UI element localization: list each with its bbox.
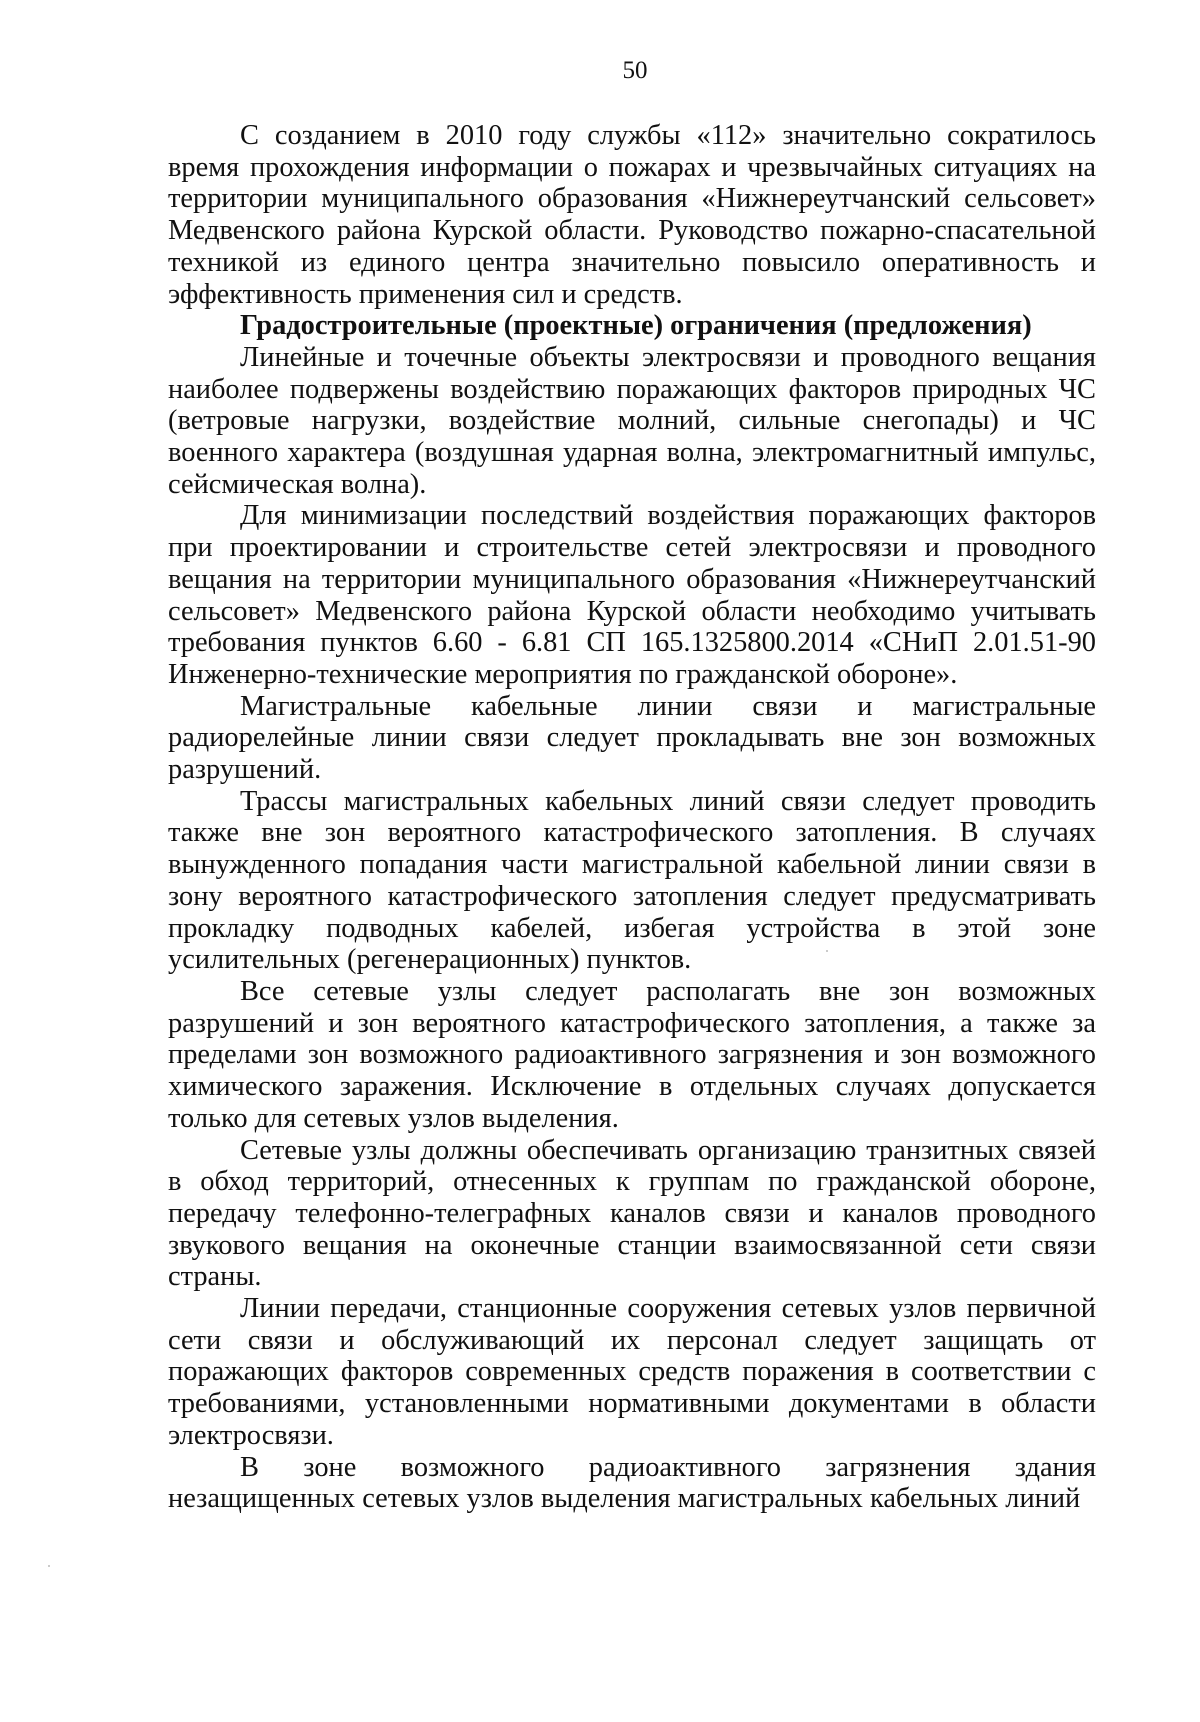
- page-number: 50: [622, 57, 648, 84]
- paragraph-service-112: С созданием в 2010 году службы «112» значительно сократилось время прохождения информации о пожарах и чрезвычайных ситуациях на территории муниципального образования «Нижнереутчанский сельсовет» Медвенского района Курской области. Руководство пожарно-спасательной техникой из единого центра значительно повысило оперативность и эффективность применения сил и средств.: [168, 120, 1096, 310]
- paragraph-linear-objects: Линейные и точечные объекты электросвязи и проводного вещания наиболее подвержены воздействию поражающих факторов природных ЧС (ветровые нагрузки, воздействие молний, сильные снегопады) и ЧС военного характера (воздушная ударная волна, электромагнитный импульс, сейсмическая волна).: [168, 341, 1096, 500]
- paragraph-transmission-lines: Линии передачи, станционные сооружения сетевых узлов первичной сети связи и обслуживающий их персонал следует защищать от поражающих факторов современных средств поражения в соответствии с требованиями, установленными нормативными документами в области электросвязи.: [168, 1293, 1096, 1451]
- document-body: [168, 120, 1096, 1515]
- paragraph-transit-links: Сетевые узлы должны обеспечивать организацию транзитных связей в обход территорий, отнесенных к группам по гражданской обороне, передачу телефонно-телеграфных каналов связи и каналов проводного звукового вещания на оконечные станции взаимосвязанной сети связи страны.: [168, 1134, 1096, 1293]
- paragraph-radioactive-zone: В зоне возможного радиоактивного загрязнения здания незащищенных сетевых узлов выделения магистральных кабельных линий: [168, 1451, 1096, 1515]
- section-heading: Градостроительные (проектные) ограничения (предложения): [240, 310, 1032, 342]
- paragraph-network-nodes: Все сетевые узлы следует располагать вне зон возможных разрушений и зон вероятного катастрофического затопления, а также за пределами зон возможного радиоактивного загрязнения и зон возможного химического заражения. Исключение в отдельных случаях допускается только для сетевых узлов выделения.: [168, 975, 1096, 1134]
- paragraph-cable-routes: Трассы магистральных кабельных линий связи следует проводить также вне зон вероятного катастрофического затопления. В случаях вынужденного попадания части магистральной кабельной линии связи в зону вероятного катастрофического затопления следует предусматривать прокладку подводных кабелей, избегая устройства в этой зоне усилительных (регенерационных) пунктов.: [168, 785, 1096, 976]
- paragraph-trunk-lines: Магистральные кабельные линии связи и магистральные радиорелейные линии связи следует прокладывать вне зон возможных разрушений.: [168, 690, 1096, 786]
- scan-speck: [826, 950, 828, 952]
- paragraph-minimization: Для минимизации последствий воздействия поражающих факторов при проектировании и строительстве сетей электросвязи и проводного вещания на территории муниципального образования «Нижнереутчанский сельсовет» Медвенского района Курской области необходимо учитывать требования пунктов 6.60 - 6.81 СП 165.1325800.2014 «СНиП 2.01.51-90 Инженерно-технические мероприятия по гражданской обороне».: [168, 500, 1096, 690]
- scan-speck: [48, 1565, 50, 1567]
